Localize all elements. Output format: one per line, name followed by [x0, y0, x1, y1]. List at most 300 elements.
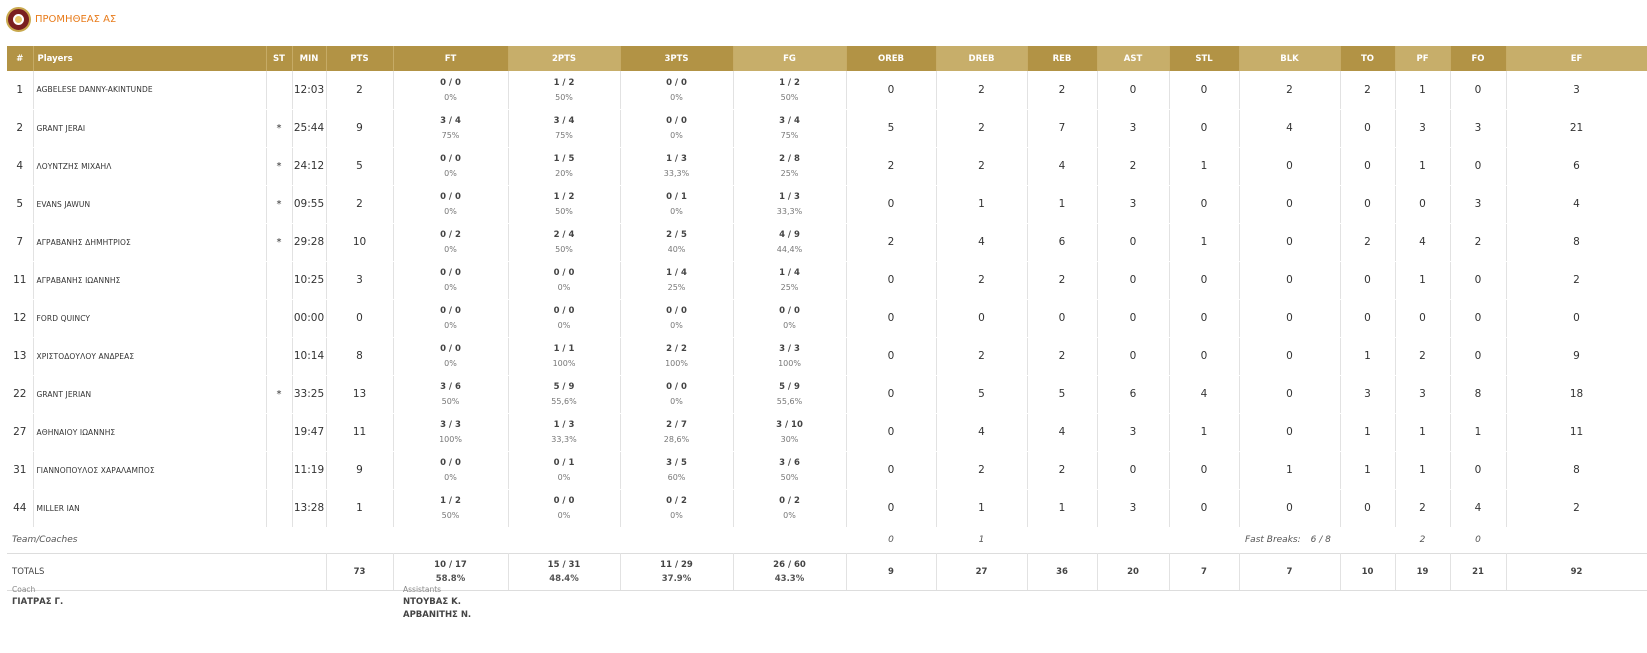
stat-fo: 8	[1450, 375, 1506, 413]
stat-dreb: 0	[936, 299, 1027, 337]
three-pointers-percentage: 25%	[667, 283, 686, 292]
three-pointers-cell	[620, 109, 733, 147]
stat-ast: 3	[1097, 185, 1169, 223]
three-pointers-cell	[620, 223, 733, 261]
totals-three-pointers-cell	[620, 553, 733, 590]
column-header[interactable]: FO	[1450, 46, 1506, 71]
fast-breaks	[1239, 527, 1395, 553]
three-pointers-cell	[620, 261, 733, 299]
three-pointers-made-attempted: 0 / 0	[666, 382, 687, 392]
field-goals-percentage: 0%	[783, 511, 796, 520]
team-dreb: 1	[978, 535, 985, 545]
stat-stl: 0	[1169, 451, 1239, 489]
stat-dreb: 2	[936, 451, 1027, 489]
stat-oreb: 0	[846, 337, 936, 375]
free-throws-made-attempted: 0 / 2	[440, 230, 461, 240]
minutes: 09:55	[292, 185, 326, 223]
two-pointers-made-attempted: 3 / 4	[553, 116, 575, 126]
player-name[interactable]: ΛΟΥΝΤΖΗΣ ΜΙΧΑΗΛ	[33, 147, 266, 185]
player-number: 31	[7, 451, 33, 489]
free-throws-percentage: 0%	[444, 283, 457, 292]
two-pointers-cell	[508, 223, 620, 261]
stat-stl: 1	[1169, 147, 1239, 185]
field-goals-percentage: 25%	[780, 283, 799, 292]
stat-ast: 0	[1097, 451, 1169, 489]
two-pointers-percentage: 100%	[552, 359, 576, 368]
stat-fo: 0	[1450, 71, 1506, 109]
three-pointers-cell	[620, 451, 733, 489]
stat-pf: 0	[1395, 299, 1450, 337]
column-header[interactable]: FT	[393, 46, 508, 71]
two-pointers-made-attempted: 0 / 1	[553, 458, 575, 468]
assistants-label: Assistants	[403, 585, 442, 594]
player-name[interactable]: ΑΘΗΝΑΙΟΥ ΙΩΑΝΝΗΣ	[33, 413, 266, 451]
two-pointers-cell	[508, 337, 620, 375]
two-pointers-percentage: 50%	[555, 245, 573, 254]
free-throws-percentage: 0%	[444, 359, 457, 368]
player-number: 12	[7, 299, 33, 337]
totals-free-throws-percentage: 58.8%	[435, 573, 466, 584]
stat-ef: 2	[1506, 261, 1647, 299]
starter-mark	[266, 337, 292, 375]
stat-stl: 0	[1169, 71, 1239, 109]
field-goals-made-attempted: 3 / 3	[779, 344, 800, 354]
field-goals-percentage: 30%	[780, 435, 799, 444]
minutes: 13:28	[292, 489, 326, 527]
column-header[interactable]: #	[7, 46, 33, 71]
three-pointers-cell	[620, 489, 733, 527]
free-throws-made-attempted: 1 / 2	[440, 496, 461, 506]
stat-oreb: 0	[846, 489, 936, 527]
player-name[interactable]: EVANS JAWUN	[33, 185, 266, 223]
starter-mark: *	[266, 147, 292, 185]
column-header[interactable]: PTS	[326, 46, 393, 71]
player-number: 13	[7, 337, 33, 375]
player-number: 4	[7, 147, 33, 185]
stat-reb: 7	[1027, 109, 1097, 147]
column-header[interactable]: Players	[33, 46, 266, 71]
points: 8	[326, 337, 393, 375]
three-pointers-percentage: 0%	[670, 321, 683, 330]
totals-field-goals-cell	[733, 553, 846, 590]
stat-to: 1	[1340, 337, 1395, 375]
stat-oreb: 0	[846, 261, 936, 299]
stat-ef: 3	[1506, 71, 1647, 109]
two-pointers-percentage: 75%	[555, 131, 573, 140]
free-throws-percentage: 50%	[441, 511, 460, 520]
field-goals-made-attempted: 4 / 9	[779, 230, 800, 240]
minutes: 19:47	[292, 413, 326, 451]
stat-pf: 1	[1395, 147, 1450, 185]
stat-ast: 3	[1097, 109, 1169, 147]
stat-ef: 8	[1506, 223, 1647, 261]
three-pointers-made-attempted: 0 / 2	[666, 496, 687, 506]
assistant-name: ΝΤΟΥΒΑΣ Κ.	[403, 597, 461, 607]
column-header[interactable]: STL	[1169, 46, 1239, 71]
table-row	[7, 261, 1647, 299]
starter-mark: *	[266, 185, 292, 223]
empty-cell	[1027, 527, 1239, 553]
stat-ef: 18	[1506, 375, 1647, 413]
stat-pf: 3	[1395, 375, 1450, 413]
stat-ast: 0	[1097, 223, 1169, 261]
stat-reb: 4	[1027, 147, 1097, 185]
stat-stl: 0	[1169, 185, 1239, 223]
column-header[interactable]: AST	[1097, 46, 1169, 71]
free-throws-made-attempted: 3 / 3	[440, 420, 461, 430]
team-turnovers: 2	[1419, 535, 1426, 545]
column-header[interactable]: 2PTS	[508, 46, 620, 71]
stat-dreb: 2	[936, 71, 1027, 109]
stat-stl: 0	[1169, 109, 1239, 147]
field-goals-cell	[733, 413, 846, 451]
stat-dreb: 1	[936, 185, 1027, 223]
stat-reb: 2	[1027, 71, 1097, 109]
totals-blk: 7	[1239, 553, 1340, 590]
stat-stl: 0	[1169, 489, 1239, 527]
stat-to: 0	[1340, 109, 1395, 147]
free-throws-cell	[393, 299, 508, 337]
column-header[interactable]: OREB	[846, 46, 936, 71]
field-goals-made-attempted: 5 / 9	[779, 382, 800, 392]
totals-fo: 21	[1450, 553, 1506, 590]
stat-oreb: 2	[846, 223, 936, 261]
totals-ast: 20	[1097, 553, 1169, 590]
coach-name: ΓΙΑΤΡΑΣ Γ.	[12, 597, 64, 607]
stat-ast: 0	[1097, 261, 1169, 299]
field-goals-percentage: 55,6%	[776, 397, 803, 406]
field-goals-cell	[733, 299, 846, 337]
stat-dreb: 2	[936, 261, 1027, 299]
starter-mark: *	[266, 109, 292, 147]
player-number: 2	[7, 109, 33, 147]
stat-dreb: 1	[936, 489, 1027, 527]
stat-ef: 9	[1506, 337, 1647, 375]
free-throws-cell	[393, 261, 508, 299]
column-header[interactable]: BLK	[1239, 46, 1340, 71]
fast-breaks-label: Fast Breaks:	[1245, 535, 1301, 545]
empty-cell	[1506, 527, 1647, 553]
totals-label: TOTALS	[7, 553, 326, 590]
free-throws-cell	[393, 375, 508, 413]
starter-mark	[266, 489, 292, 527]
points: 11	[326, 413, 393, 451]
stat-blk: 0	[1239, 337, 1340, 375]
stat-to: 0	[1340, 261, 1395, 299]
starter-mark	[266, 261, 292, 299]
points: 10	[326, 223, 393, 261]
totals-field-goals-made-attempted: 26 / 60	[773, 559, 806, 570]
two-pointers-made-attempted: 1 / 5	[553, 154, 575, 164]
stat-ef: 2	[1506, 489, 1647, 527]
stat-stl: 0	[1169, 261, 1239, 299]
three-pointers-made-attempted: 1 / 4	[666, 268, 687, 278]
two-pointers-cell	[508, 451, 620, 489]
starter-mark	[266, 451, 292, 489]
stat-ef: 6	[1506, 147, 1647, 185]
stat-to: 0	[1340, 147, 1395, 185]
stat-blk: 0	[1239, 261, 1340, 299]
starter-mark: *	[266, 375, 292, 413]
three-pointers-percentage: 33,3%	[663, 169, 690, 178]
column-header[interactable]: 3PTS	[620, 46, 733, 71]
player-name[interactable]: ΧΡΙΣΤΟΔΟΥΛΟΥ ΑΝΔΡΕΑΣ	[33, 337, 266, 375]
two-pointers-percentage: 50%	[555, 92, 573, 102]
minutes: 24:12	[292, 147, 326, 185]
field-goals-cell	[733, 109, 846, 147]
player-name[interactable]: FORD QUINCY	[33, 299, 266, 337]
player-name[interactable]: ΑΓΡΑΒΑΝΗΣ ΔΗΜΗΤΡΙΟΣ	[33, 223, 266, 261]
player-name[interactable]: AGBELESE DANNY-AKINTUNDE	[33, 71, 266, 109]
table-row	[7, 375, 1647, 413]
stat-stl: 1	[1169, 223, 1239, 261]
stat-pf: 1	[1395, 261, 1450, 299]
stat-blk: 0	[1239, 299, 1340, 337]
free-throws-made-attempted: 0 / 0	[440, 306, 461, 316]
stat-oreb: 5	[846, 109, 936, 147]
player-name[interactable]: ΑΓΡΑΒΑΝΗΣ ΙΩΑΝΝΗΣ	[33, 261, 266, 299]
three-pointers-cell	[620, 71, 733, 109]
stat-dreb: 4	[936, 413, 1027, 451]
field-goals-percentage: 50%	[780, 473, 799, 482]
free-throws-percentage: 0%	[444, 245, 457, 254]
column-header[interactable]: ST	[266, 46, 292, 71]
field-goals-cell	[733, 489, 846, 527]
two-pointers-percentage: 50%	[555, 207, 573, 216]
minutes: 25:44	[292, 109, 326, 147]
free-throws-made-attempted: 3 / 6	[440, 382, 461, 392]
field-goals-cell	[733, 147, 846, 185]
three-pointers-percentage: 0%	[670, 207, 683, 216]
two-pointers-percentage: 0%	[557, 511, 571, 520]
stat-reb: 1	[1027, 489, 1097, 527]
two-pointers-cell	[508, 413, 620, 451]
totals-stl: 7	[1169, 553, 1239, 590]
free-throws-made-attempted: 0 / 0	[440, 192, 461, 202]
team-name[interactable]: ΠΡΟΜΗΘΕΑΣ ΑΣ	[35, 13, 117, 25]
stat-stl: 1	[1169, 413, 1239, 451]
table-row	[7, 147, 1647, 185]
points: 2	[326, 71, 393, 109]
stat-to: 3	[1340, 375, 1395, 413]
player-number: 22	[7, 375, 33, 413]
free-throws-cell	[393, 223, 508, 261]
two-pointers-cell	[508, 147, 620, 185]
column-header[interactable]: TO	[1340, 46, 1395, 71]
stat-pf: 4	[1395, 223, 1450, 261]
free-throws-made-attempted: 0 / 0	[440, 268, 461, 278]
starter-mark: *	[266, 223, 292, 261]
stat-dreb: 2	[936, 337, 1027, 375]
team-header	[6, 6, 116, 32]
minutes: 10:25	[292, 261, 326, 299]
player-number: 7	[7, 223, 33, 261]
three-pointers-percentage: 40%	[667, 245, 686, 254]
stat-to: 2	[1340, 223, 1395, 261]
three-pointers-percentage: 100%	[665, 359, 688, 368]
player-name[interactable]: GRANT JERAI	[33, 109, 266, 147]
totals-to: 10	[1340, 553, 1395, 590]
stat-ast: 3	[1097, 489, 1169, 527]
stat-blk: 1	[1239, 451, 1340, 489]
column-header[interactable]: PF	[1395, 46, 1450, 71]
stat-oreb: 0	[846, 299, 936, 337]
three-pointers-made-attempted: 2 / 7	[666, 420, 687, 430]
totals-field-goals-percentage: 43.3%	[774, 573, 805, 584]
assistants-block	[403, 585, 471, 622]
field-goals-percentage: 44,4%	[776, 245, 803, 254]
stat-blk: 0	[1239, 375, 1340, 413]
stat-pf: 1	[1395, 451, 1450, 489]
player-name[interactable]: ΓΙΑΝΝΟΠΟΥΛΟΣ ΧΑΡΑΛΑΜΠΟΣ	[33, 451, 266, 489]
stat-pf: 1	[1395, 71, 1450, 109]
two-pointers-made-attempted: 0 / 0	[553, 268, 575, 278]
totals-reb: 36	[1027, 553, 1097, 590]
team-coaches-row	[7, 527, 1647, 553]
field-goals-cell	[733, 337, 846, 375]
column-header[interactable]: DREB	[936, 46, 1027, 71]
player-name[interactable]: GRANT JERIAN	[33, 375, 266, 413]
stat-blk: 0	[1239, 223, 1340, 261]
stat-oreb: 2	[846, 147, 936, 185]
stat-fo: 3	[1450, 185, 1506, 223]
starter-mark	[266, 299, 292, 337]
table-row	[7, 299, 1647, 337]
free-throws-made-attempted: 0 / 0	[440, 344, 461, 354]
column-header[interactable]: MIN	[292, 46, 326, 71]
stat-ef: 21	[1506, 109, 1647, 147]
three-pointers-made-attempted: 1 / 3	[666, 154, 687, 164]
team-oreb: 0	[888, 535, 894, 545]
two-pointers-percentage: 33,3%	[551, 435, 577, 444]
player-name[interactable]: MILLER IAN	[33, 489, 266, 527]
stat-ast: 0	[1097, 337, 1169, 375]
stat-reb: 2	[1027, 261, 1097, 299]
free-throws-cell	[393, 185, 508, 223]
totals-two-pointers-made-attempted: 15 / 31	[547, 559, 581, 570]
stat-to: 1	[1340, 413, 1395, 451]
player-number: 1	[7, 71, 33, 109]
free-throws-made-attempted: 0 / 0	[440, 154, 461, 164]
free-throws-cell	[393, 109, 508, 147]
points: 9	[326, 109, 393, 147]
field-goals-made-attempted: 1 / 4	[779, 268, 800, 278]
table-row	[7, 413, 1647, 451]
points: 2	[326, 185, 393, 223]
stat-oreb: 0	[846, 451, 936, 489]
two-pointers-made-attempted: 1 / 2	[553, 77, 575, 88]
team-logo-icon	[6, 7, 31, 32]
stat-fo: 0	[1450, 451, 1506, 489]
two-pointers-cell	[508, 71, 620, 109]
free-throws-percentage: 75%	[441, 131, 460, 140]
three-pointers-percentage: 0%	[670, 92, 683, 102]
field-goals-cell	[733, 375, 846, 413]
totals-points: 73	[326, 553, 393, 590]
minutes: 33:25	[292, 375, 326, 413]
free-throws-percentage: 50%	[441, 397, 460, 406]
stat-reb: 5	[1027, 375, 1097, 413]
field-goals-percentage: 33,3%	[776, 207, 803, 216]
stat-oreb: 0	[846, 185, 936, 223]
free-throws-cell	[393, 147, 508, 185]
three-pointers-percentage: 0%	[670, 131, 683, 140]
minutes: 11:19	[292, 451, 326, 489]
free-throws-cell	[393, 337, 508, 375]
minutes: 29:28	[292, 223, 326, 261]
free-throws-cell	[393, 71, 508, 109]
stat-blk: 0	[1239, 185, 1340, 223]
three-pointers-cell	[620, 375, 733, 413]
two-pointers-cell	[508, 261, 620, 299]
stat-pf: 2	[1395, 489, 1450, 527]
table-row	[7, 489, 1647, 527]
totals-row	[7, 553, 1647, 590]
stat-reb: 4	[1027, 413, 1097, 451]
stat-fo: 0	[1450, 299, 1506, 337]
table-row	[7, 71, 1647, 109]
stat-pf: 3	[1395, 109, 1450, 147]
two-pointers-made-attempted: 0 / 0	[553, 496, 575, 506]
three-pointers-made-attempted: 0 / 0	[666, 306, 687, 316]
free-throws-percentage: 0%	[444, 169, 457, 178]
totals-two-pointers-percentage: 48.4%	[549, 573, 579, 584]
column-header[interactable]: FG	[733, 46, 846, 71]
stat-ef: 11	[1506, 413, 1647, 451]
three-pointers-cell	[620, 413, 733, 451]
free-throws-percentage: 0%	[444, 92, 457, 102]
three-pointers-made-attempted: 0 / 0	[666, 116, 687, 126]
stat-pf: 0	[1395, 185, 1450, 223]
field-goals-made-attempted: 1 / 3	[779, 192, 800, 202]
points: 9	[326, 451, 393, 489]
stat-reb: 2	[1027, 451, 1097, 489]
totals-dreb: 27	[936, 553, 1027, 590]
two-pointers-cell	[508, 109, 620, 147]
totals-free-throws-made-attempted: 10 / 17	[434, 559, 467, 570]
two-pointers-cell	[508, 489, 620, 527]
stat-fo: 0	[1450, 147, 1506, 185]
three-pointers-made-attempted: 2 / 2	[666, 344, 687, 354]
coach-block	[12, 585, 63, 609]
field-goals-cell	[733, 451, 846, 489]
totals-oreb: 9	[846, 553, 936, 590]
totals-two-pointers-cell	[508, 553, 620, 590]
starter-mark	[266, 413, 292, 451]
field-goals-cell	[733, 185, 846, 223]
column-header[interactable]: REB	[1027, 46, 1097, 71]
team-fouls: 0	[1475, 535, 1481, 545]
free-throws-made-attempted: 3 / 4	[440, 116, 461, 126]
stat-dreb: 2	[936, 147, 1027, 185]
minutes: 12:03	[292, 71, 326, 109]
field-goals-made-attempted: 3 / 10	[776, 420, 803, 430]
free-throws-made-attempted: 0 / 0	[440, 458, 461, 468]
stat-to: 0	[1340, 299, 1395, 337]
three-pointers-made-attempted: 0 / 0	[666, 77, 687, 88]
coach-label: Coach	[12, 585, 36, 594]
totals-pf: 19	[1395, 553, 1450, 590]
stat-reb: 1	[1027, 185, 1097, 223]
stat-to: 1	[1340, 451, 1395, 489]
stat-blk: 4	[1239, 109, 1340, 147]
stat-stl: 4	[1169, 375, 1239, 413]
two-pointers-cell	[508, 185, 620, 223]
stat-ef: 0	[1506, 299, 1647, 337]
stat-ef: 8	[1506, 451, 1647, 489]
team-coaches-label: Team/Coaches	[12, 535, 78, 545]
column-header[interactable]: EF	[1506, 46, 1647, 71]
